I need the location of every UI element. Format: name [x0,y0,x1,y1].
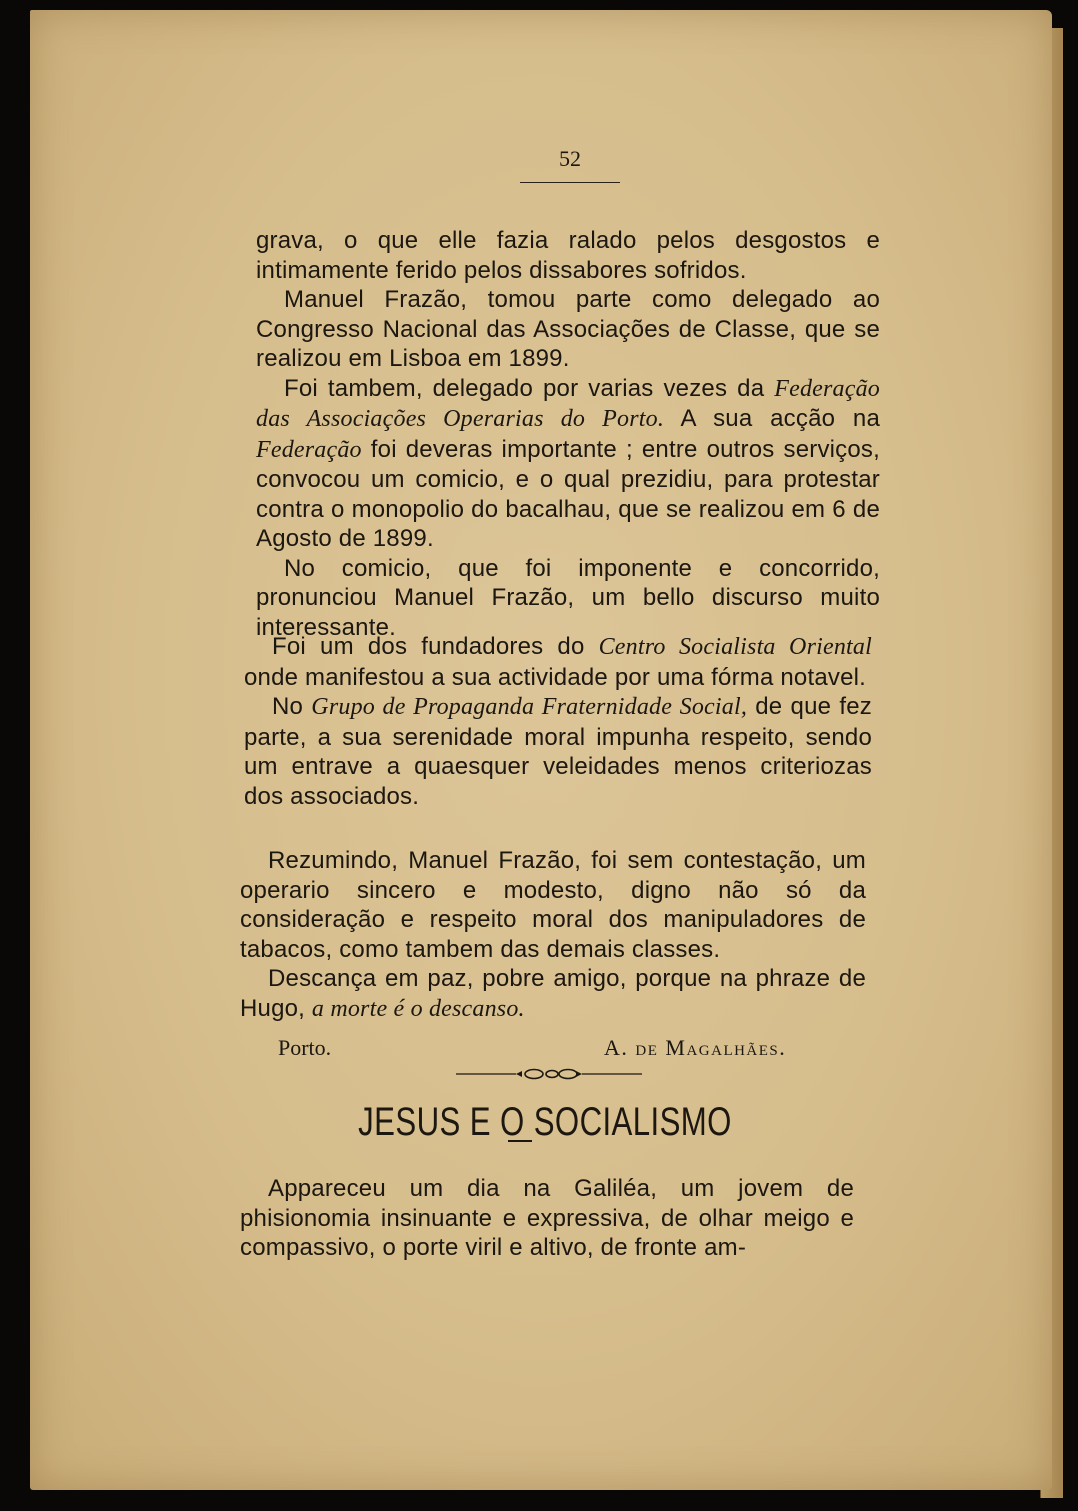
article2-paragraph-1-text: Appareceu um dia na Galiléa, um jovem de phisionomia insinuante e expressiva, de olhar meigo e compassivo, o porte viril e altivo, de fronte am- [240,1175,854,1261]
article1-paragraph-2 [256,285,880,374]
article1-paragraph-6-text-1: No [272,693,312,720]
article1-paragraph-8 [240,964,866,1024]
article1-paragraph-7-text: Rezumindo, Manuel Frazão, foi sem contestação, um operario sincero e modesto, digno não só da consideração e respeito moral dos manipuladores de tabacos, como tambem das demais classes. [240,847,866,963]
signature-place: Porto. [278,1035,332,1060]
title-underline-mark [508,1140,532,1142]
federation-short-name: Federação [256,436,362,463]
article1-paragraph-1-text: grava, o que elle fazia ralado pelos desgostos e intimamente ferido pelos dissabores sofridos. [256,227,880,284]
federation-name: Federação das Associações Operarias do Porto. [256,375,880,432]
article1-paragraph-4-text: No comicio, que foi imponente e concorrido, pronunciou Manuel Frazão, um bello discurso muito interessante. [256,554,880,641]
article1-paragraph-8-text: Descança em paz, pobre amigo, porque na phraze de Hugo, [240,965,866,1022]
article1-paragraph-3-text-1: Foi tambem, delegado por varias vezes da [284,374,775,402]
section-divider-ornament [456,1066,642,1082]
article1-paragraph-6-text-2: de que fez parte, a sua serenidade moral impunha respeito, sendo um entrave a quaesquer veleidades menos criteriozas dos associados. [244,693,873,810]
article1-paragraph-2-text: Manuel Frazão, tomou parte como delegado ao Congresso Nacional das Associações de Classe, que se realizou em Lisboa em 1899. [256,286,880,372]
article1-paragraph-5-text-1: Foi um dos fundadores do [272,633,599,660]
article1-block-1 [256,226,880,642]
article1-paragraph-7 [240,846,866,964]
grupo-propaganda-name: Grupo de Propaganda Fraternidade Social, [311,694,748,720]
article1-paragraph-3-text-2: A sua acção na [664,405,880,432]
article1-paragraph-1 [256,226,880,285]
article1-paragraph-4 [256,554,880,643]
centro-socialista-name: Centro Socialista Oriental [598,634,872,660]
article2-paragraph-1 [240,1174,854,1263]
article2-title: JESUS E O SOCIALISMO [358,1100,732,1144]
article1-paragraph-5-text-2: onde manifestou a sua actividade por uma fórma notavel. [244,663,867,691]
article1-block-3 [240,846,866,1024]
article1-paragraph-5 [244,632,872,692]
article1-paragraph-3 [256,374,880,554]
signature-author: A. de Magalhães. [604,1035,787,1060]
hugo-quote: a morte é o descanso. [311,995,525,1022]
article1-paragraph-3-text-3: foi deveras importante ; entre outros serviços, convocou um comicio, e o qual prezidiu, para protestar contra o monopolio do bacalhau, que se realizou em 6 de Agosto de 1899. [256,435,880,552]
page-number-rule [520,182,620,183]
article1-paragraph-6 [244,692,872,811]
page-number: 52 [559,146,581,171]
article2-block [240,1174,854,1263]
article1-block-2 [244,632,872,811]
